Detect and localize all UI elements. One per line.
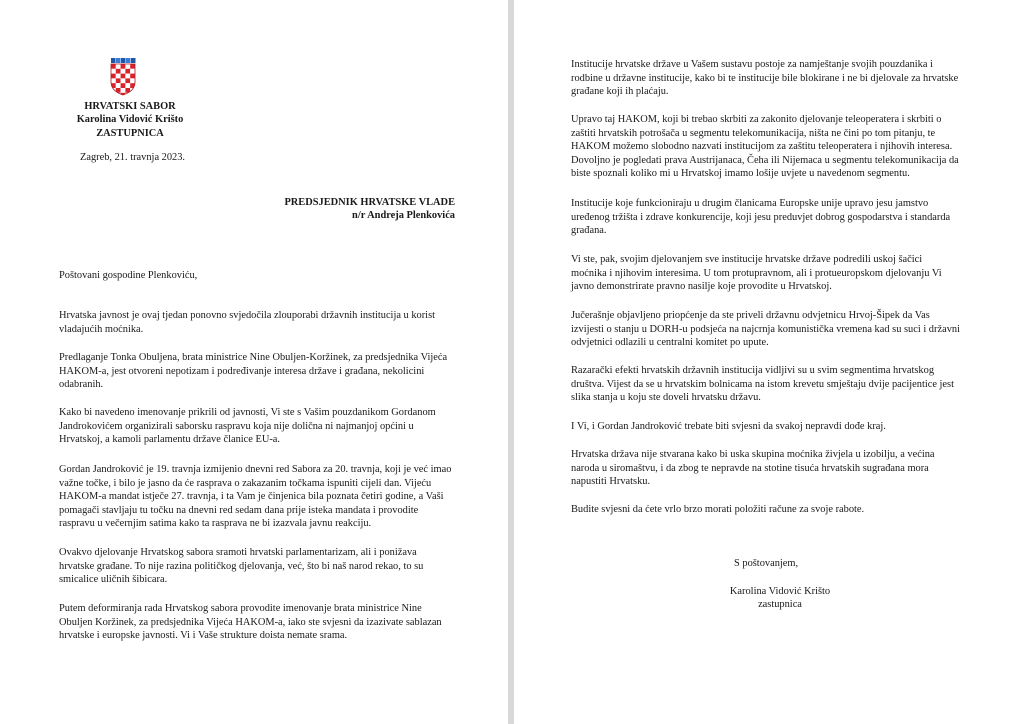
signature-block <box>700 585 860 612</box>
recipient-title: PREDSJEDNIK HRVATSKE VLADE <box>284 197 455 208</box>
croatian-coat-of-arms-icon <box>110 58 136 96</box>
sender-header <box>60 100 200 140</box>
body-paragraph: Budite svjesni da ćete vrlo brzo morati položiti račune za svoje rabote. <box>571 504 865 515</box>
body-paragraph: Jučerašnje objavljeno priopćenje da ste priveli državnu odvjetnicu Hrvoj-Šipek da Vas izvijesti o stanju u DORH-u podsjeća na najcrnja komunistička vremena kad su suci i državni odvjetnici odlazili u centralni komitet po upute. <box>571 310 960 349</box>
body-paragraph: Hrvatska javnost je ovaj tjedan ponovno svjedočila zlouporabi državnih institucija u korist vladajućih moćnika. <box>59 310 435 335</box>
body-paragraph: Institucije hrvatske države u Vašem sustavu postoje za namještanje svojih pouzdanika i rodbine u državne institucije, kako bi te institucije bile blokirane i ne bi djelovale za hrvatske građane koji ih plaćaju. <box>571 59 959 98</box>
letter-page-2 <box>514 0 1024 724</box>
body-paragraph: I Vi, i Gordan Jandroković trebate biti svjesni da svakoj nepravdi dođe kraj. <box>571 421 886 432</box>
institution-name: HRVATSKI SABOR <box>84 101 176 112</box>
recipient-block <box>240 196 455 223</box>
recipient-attention: n/r Andreja Plenkovića <box>352 210 455 222</box>
signature-name: Karolina Vidović Krišto <box>729 586 831 597</box>
body-paragraph: Institucije koje funkcioniraju u drugim članicama Europske unije upravo jesu jamstvo uređenog tržišta i zdrave konkurencije, koji jesu preduvjet dobrog gospodarstva i standarda građana. <box>571 198 951 237</box>
closing-line: S poštovanjem, <box>734 558 799 569</box>
body-paragraph: Putem deformiranja rada Hrvatskog sabora provodite imenovanje brata ministrice Nine Obuljen Koržinek, za predsjednika Vijeća HAKOM-a, iako ste svjesni da izazivate sablazan hrvatske i europske javnosti. Vi i Vaše strukture doista nemate srama. <box>59 603 442 642</box>
signature-role: zastupnica <box>758 599 802 611</box>
sender-role: ZASTUPNICA <box>96 127 164 139</box>
body-paragraph: Hrvatska država nije stvarana kako bi uska skupina moćnika živjela u izobilju, a većina naroda u siromaštvu, i da zbog te nepravde na stotine tisuća hrvatskih sugrađana mora napustiti Hrvatsku. <box>571 449 935 488</box>
body-paragraph: Gordan Jandroković je 19. travnja izmijenio dnevni red Sabora za 20. travnja, koji je već imao važne točke, i bilo je jasno da će rasprava o zakazanim točkama ispuniti cijeli dan. Vijeću HAKOM-a mandat istječe 27. travnja, i ta Vam je činjenica bila poznata četiri godine, a Vaši pomagači stavljaju tu točku na dnevni red sedam dana prije isteka mandata i provodite raspravu u večernjim satima kako ta rasprava ne bi izazvala javnu reakciju. <box>59 464 452 530</box>
body-paragraph: Razarački efekti hrvatskih državnih institucija vidljivi su u svim segmentima hrvatskog društva. Vijest da se u hrvatskim bolnicama na istom krevetu smještaju dvije pacijentice jest slika stanja u koju ste doveli hrvatsku državu. <box>571 365 954 404</box>
body-paragraph: Ovakvo djelovanje Hrvatskog sabora sramoti hrvatski parlamentarizam, ali i ponižava hrvatske građane. To nije razina političkog djelovanja, već, što bi naš narod rekao, to su smicalice uličnih šibicara. <box>59 547 424 586</box>
body-paragraph: Vi ste, pak, svojim djelovanjem sve institucije hrvatske države podredili uskoj šačici moćnika i njihovim interesima. U tom protupravnom, ali i protueuropskom djelovanju Vi javno demonstrirate pravno nasilje koje provodite u Hrvatskoj. <box>571 254 942 293</box>
body-paragraph: Upravo taj HAKOM, koji bi trebao skrbiti za zakonito djelovanje teleoperatera i skrbiti o zaštiti hrvatskih potrošača u segmentu telekomunikacija, ništa ne čini po tom pitanju, te HAKOM možemo slobodno nazvati institucijom za zaštitu teleoperatera i njihovih interesa. Dovoljno je pogledati prava Austrijanaca, Čeha ili Nijemaca u segmentu telekomunikacija da biste spoznali koliko mi u Hrvatskoj imamo lošije uvjete u navedenom segmentu. <box>571 114 959 180</box>
letter-page-1 <box>0 0 508 724</box>
letter-date: Zagreb, 21. travnja 2023. <box>80 152 186 163</box>
sender-name: Karolina Vidović Krišto <box>76 114 184 126</box>
body-paragraph: Kako bi navedeno imenovanje prikrili od javnosti, Vi ste s Vašim pouzdanikom Gordanom Jandrokovićem organizirali saborsku raspravu koja nije dolična ni najmanjoj općini u Hrvatskoj, a kamoli parlamentu države članice EU-a. <box>59 407 436 446</box>
body-paragraph: Predlaganje Tonka Obuljena, brata ministrice Nine Obuljen-Koržinek, za predsjednika Vijeća HAKOM-a, jest otvoreni nepotizam i podređivanje interesa države i građana, nekolicini odabranih. <box>59 352 448 391</box>
salutation: Poštovani gospodine Plenkoviću, <box>59 270 198 281</box>
